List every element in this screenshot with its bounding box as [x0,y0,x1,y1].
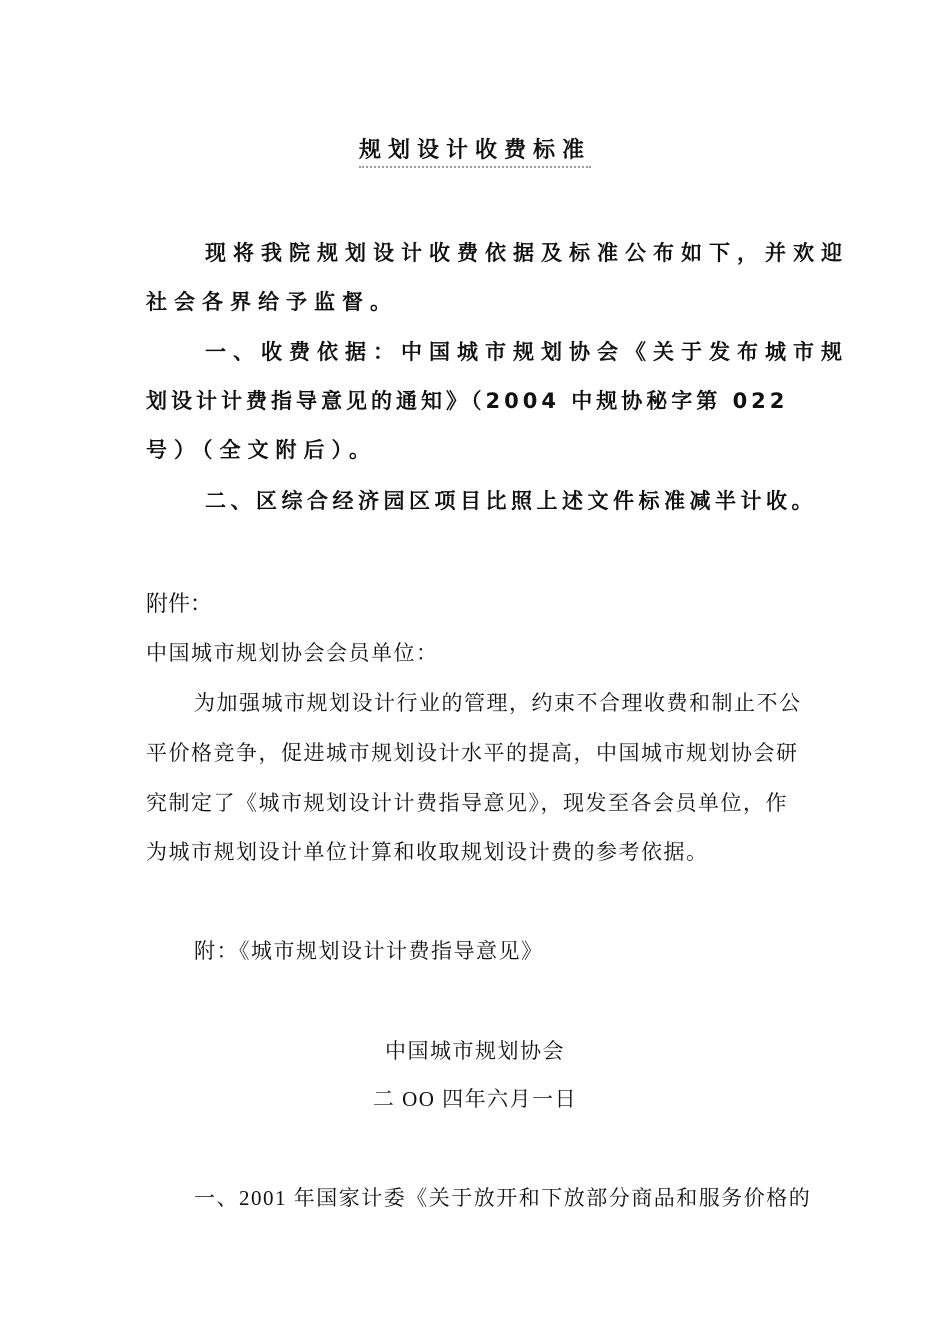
attachment-salutation: 中国城市规划协会会员单位： [146,641,439,665]
appendix-note: 附：《城市规划设计计费指导意见》 [194,939,544,963]
attachment-body-line-4: 为城市规划设计单位计算和收取规划设计费的参考依据。 [146,840,709,864]
final-paragraph-line: 一、2001 年国家计委《关于放开和下放部分商品和服务价格的 [194,1186,812,1210]
item-1-line-1: 一、收费依据：中国城市规划协会《关于发布城市规 [205,340,849,364]
intro-line-2: 社会各界给予监督。 [146,290,398,314]
item-1-line-3: 号）（全文附后）。 [146,438,377,462]
attachment-body-line-1: 为加强城市规划设计行业的管理，约束不合理收费和制止不公 [194,691,802,715]
signature-organization: 中国城市规划协会 [385,1039,565,1063]
attachment-body-line-3: 究制定了《城市规划设计计费指导意见》，现发至各会员单位，作 [146,791,788,815]
intro-line-1: 现将我院规划设计收费依据及标准公布如下，并欢迎 [205,241,849,265]
item-1-line-2: 划设计计费指导意见的通知》（2004 中规协秘字第 022 [146,389,789,413]
signature-date: 二 OO 四年六月一日 [372,1087,578,1111]
document-title: 规划设计收费标准 [0,133,950,164]
attachment-heading: 附件： [146,592,213,617]
item-2-line-1: 二、区综合经济园区项目比照上述文件标准减半计收。 [205,489,817,513]
attachment-body-line-2: 平价格竞争，促进城市规划设计水平的提高，中国城市规划协会研 [146,741,799,765]
